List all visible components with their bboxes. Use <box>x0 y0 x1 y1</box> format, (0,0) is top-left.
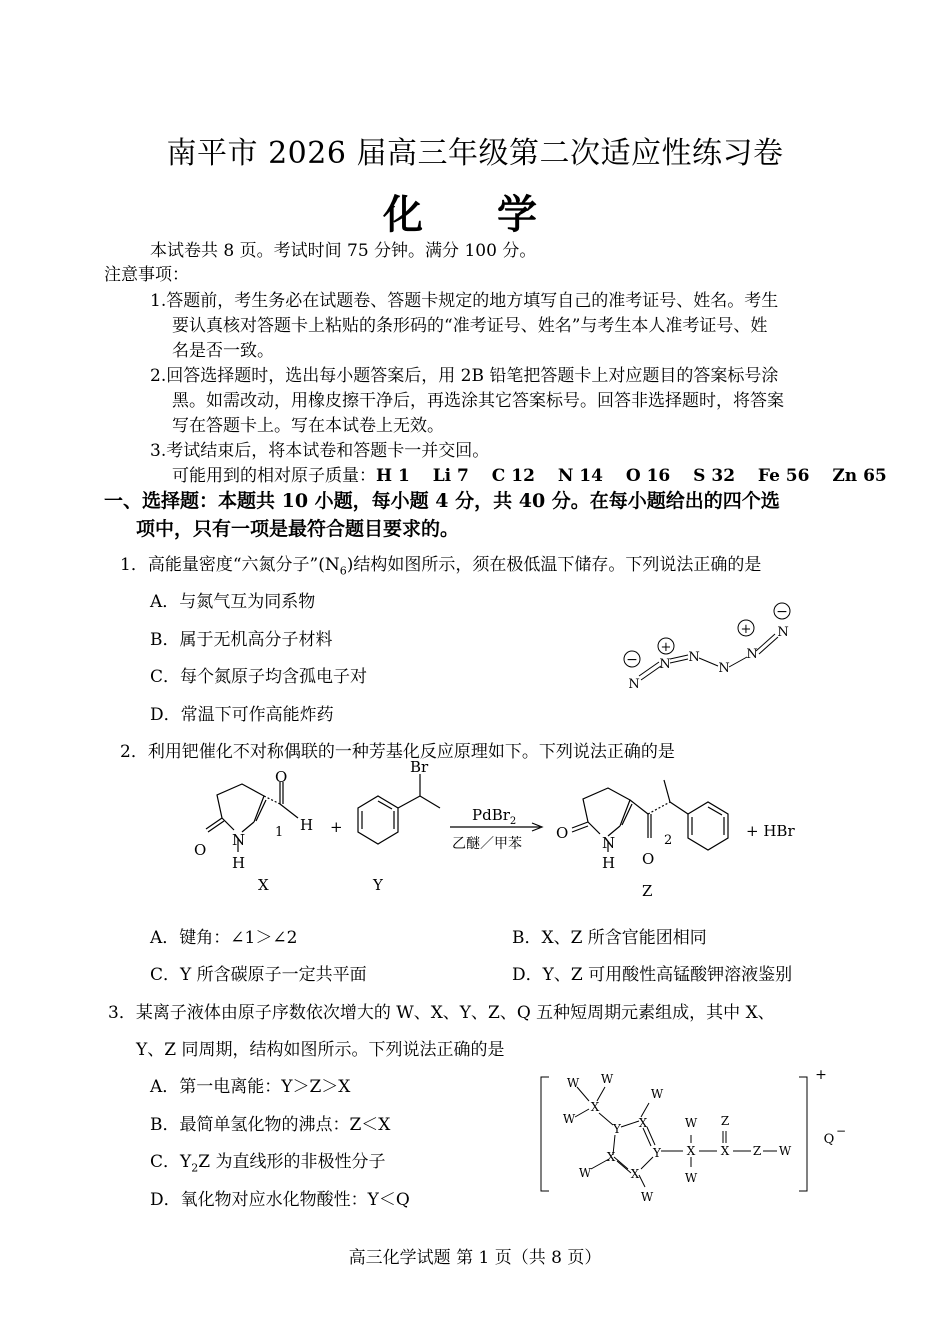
question-1-stem: 1．高能量密度“六氮分子$”(N_6)$结构如图所示，须在极低温下储存。下列说法正确的是 <box>120 555 762 578</box>
question-2-option-c: C．Y 所含碳原子一定共平面 <box>150 965 367 985</box>
question-1-option-d: D．常温下可作高能炸药 <box>150 705 334 725</box>
subject-title: 化 学 <box>383 191 567 238</box>
x-aldehyde-h: H <box>300 816 314 834</box>
n6-atom-6: N <box>777 625 789 640</box>
x-1: X <box>590 1100 600 1114</box>
counter-ion-charge: − <box>835 1124 847 1138</box>
x-aldehyde-o: O <box>275 768 288 786</box>
notice-item-1: 1.答题前，考生务必在试题卷、答题卡规定的地方填写自己的准考证号、姓名。考生 <box>150 291 779 311</box>
page-footer: 高三化学试题 第 1 页（共 8 页） <box>348 1248 602 1268</box>
compound-x-label: X <box>258 876 269 894</box>
x-3: X <box>630 1167 640 1181</box>
y-bromine: Br <box>410 760 429 776</box>
cation-charge: + <box>815 1067 827 1083</box>
notice-item-3: 3.考试结束后，将本试卷和答题卡一并交回。 <box>150 441 490 461</box>
intro-text: 本试卷共 8 页。考试时间 75 分钟。满分 100 分。 <box>150 241 537 261</box>
z-ketone-o: O <box>642 850 655 868</box>
x-5: X <box>686 1144 696 1158</box>
n6-plus-2: + <box>740 622 752 637</box>
atomic-mass-line: 可能用到的相对原子质量：H 1 Li 7 C 12 N 14 O 16 S 32 Fe 56 Zn 65 <box>172 466 887 486</box>
x-ring-n: N <box>232 831 246 849</box>
x-6: X <box>720 1144 730 1158</box>
compound-z-label: Z <box>642 882 653 900</box>
n6-atom-5: N <box>746 647 758 662</box>
n6-plus-1: + <box>660 640 672 655</box>
notice-item-2: 2.回答选择题时，选出每小题答案后，用 2B 铅笔把答题卡上对应题目的答案标号涂 <box>150 366 779 386</box>
notice-item-1-line-3: 名是否一致。 <box>172 341 274 361</box>
w-8: W <box>684 1171 698 1185</box>
section-heading-line-2: 项中，只有一项是最符合题目要求的。 <box>136 518 460 540</box>
x-4: X <box>606 1150 616 1164</box>
w-9: W <box>778 1144 792 1158</box>
w-5: W <box>578 1166 592 1180</box>
n6-atom-2: N <box>659 657 671 672</box>
w-1: W <box>566 1076 580 1090</box>
angle-2-label: 2 <box>664 833 673 848</box>
n6-minus-2: − <box>776 604 788 620</box>
x-ring-h: H <box>232 854 246 872</box>
z-2: Z <box>752 1144 762 1158</box>
counter-ion: Q <box>823 1132 835 1147</box>
question-1-option-a: A．与氮气互为同系物 <box>150 592 316 612</box>
question-1-option-c: C．每个氮原子均含孤电子对 <box>150 667 368 687</box>
notice-item-2-line-3: 写在答题卡上。写在本试卷上无效。 <box>172 416 444 436</box>
reaction-scheme <box>180 760 820 910</box>
question-2-option-b: B．X、Z 所含官能团相同 <box>512 928 707 948</box>
byproduct: + HBr <box>746 822 795 840</box>
solvent: 乙醚／甲苯 <box>452 836 522 852</box>
n6-structure-figure <box>610 596 810 696</box>
question-2-stem: 2．利用钯催化不对称偶联的一种芳基化反应原理如下。下列说法正确的是 <box>120 742 675 762</box>
w-6: W <box>640 1190 654 1204</box>
angle-1-label: 1 <box>275 825 284 840</box>
question-3-option-c: C．$Y_2Z$ 为直线形的非极性分子 <box>150 1152 386 1175</box>
notice-heading: 注意事项： <box>104 265 189 285</box>
exam-title: 南平市 2026 届高三年级第二次适应性练习卷 <box>166 136 784 171</box>
w-3: W <box>562 1112 576 1126</box>
question-3-option-d: D．氧化物对应水化物酸性：Y＜Q <box>150 1190 410 1210</box>
question-2-option-d: D．Y、Z 可用酸性高锰酸钾溶液鉴别 <box>512 965 793 985</box>
question-3-option-a: A．第一电离能：Y＞Z＞X <box>150 1077 351 1097</box>
n6-atom-3: N <box>688 650 700 665</box>
n6-minus-1: − <box>626 652 638 668</box>
n6-atom-1: N <box>628 677 640 692</box>
notice-item-2-line-2: 黑。如需改动，用橡皮擦干净后，再选涂其它答案标号。回答非选择题时，将答案 <box>172 391 784 411</box>
n6-atom-4: N <box>718 661 730 676</box>
z-ring-h: H <box>602 854 616 872</box>
ionic-liquid-structure <box>535 1065 855 1215</box>
notice-item-1-line-2: 要认真核对答题卡上粘贴的条形码的“准考证号、姓名”与考生本人准考证号、姓 <box>172 316 768 336</box>
question-2-option-a: A．键角：∠1＞∠2 <box>150 928 298 948</box>
question-3-stem-line-2: Y、Z 同周期，结构如图所示。下列说法正确的是 <box>136 1040 505 1060</box>
z-ring-n: N <box>602 834 616 852</box>
compound-y-label: Y <box>373 876 383 894</box>
w-4: W <box>650 1087 664 1101</box>
question-3-stem: 3．某离子液体由原子序数依次增大的 W、X、Y、Z、Q 五种短周期元素组成，其中 X、 <box>108 1003 775 1023</box>
z-1: Z <box>720 1114 730 1128</box>
x-carbonyl-o: O <box>194 841 207 859</box>
question-1-option-b: B．属于无机高分子材料 <box>150 630 333 650</box>
y-2: Y <box>653 1146 661 1160</box>
reagent: PdBr$_2$ <box>472 806 517 827</box>
x-2: X <box>638 1116 648 1130</box>
w-2: W <box>600 1072 614 1086</box>
z-carbonyl-o: O <box>556 824 569 842</box>
y-1: Y <box>613 1122 621 1136</box>
w-7: W <box>684 1116 698 1130</box>
plus-sign: + <box>330 818 343 836</box>
section-heading: 一、选择题：本题共 10 小题，每小题 4 分，共 40 分。在每小题给出的四个选 <box>104 490 780 512</box>
question-3-option-b: B．最简单氢化物的沸点：Z＜X <box>150 1115 391 1135</box>
